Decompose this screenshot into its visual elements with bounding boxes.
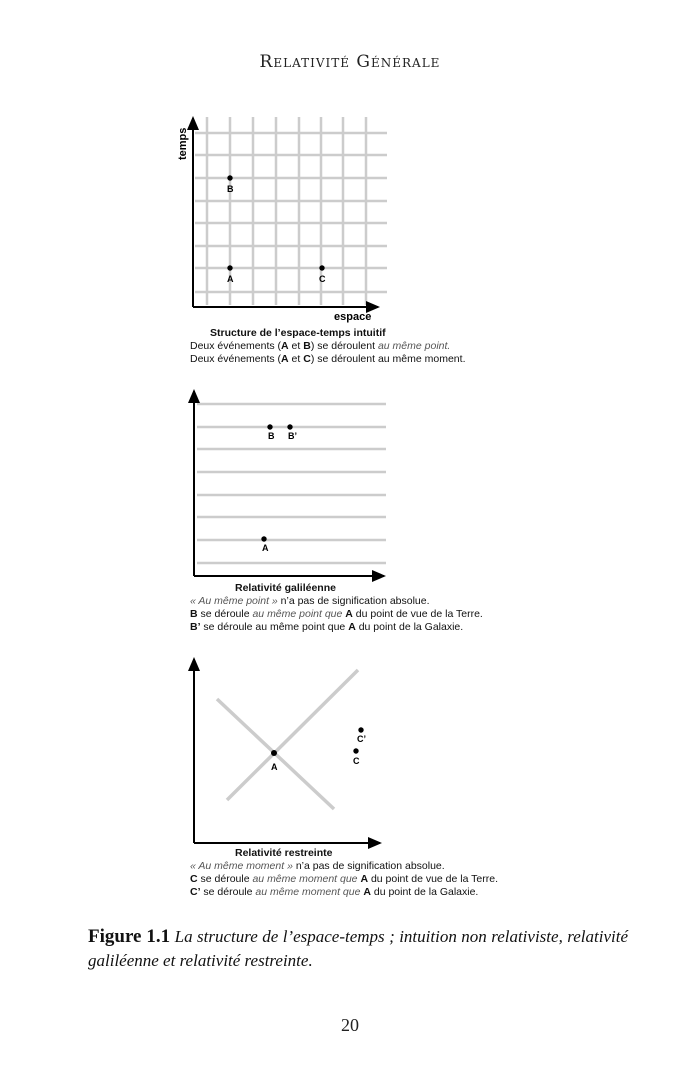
grid-horizontal	[195, 133, 387, 292]
event-a	[261, 536, 266, 541]
event-b-label: B	[227, 184, 234, 194]
event-a-label: A	[262, 543, 269, 553]
page-number: 20	[341, 1015, 359, 1035]
event-c	[319, 265, 324, 270]
event-a-label: A	[227, 274, 234, 284]
diagram3-line1: « Au même moment » n’a pas de signification absolue.	[190, 860, 445, 872]
diagram3-line3: C’ se déroule au même moment que A du point de la Galaxie.	[190, 886, 479, 898]
event-c-label: C	[353, 756, 360, 766]
event-a-label: A	[271, 762, 278, 772]
event-b-prime-label: B’	[288, 431, 297, 441]
figure-caption	[88, 925, 628, 973]
event-b	[227, 175, 232, 180]
diagram1-caption	[190, 327, 465, 366]
diagram2-caption	[190, 582, 483, 634]
diagram3-title: Relativité restreinte	[235, 847, 333, 859]
event-b-prime	[287, 424, 292, 429]
diagram2-line1: « Au même point » n’a pas de signification absolue.	[190, 595, 430, 607]
diagram2-line3: B’ se déroule au même point que A du point de la Galaxie.	[190, 621, 464, 633]
diagram1-line2: Deux événements (A et C) se déroulent au même moment.	[190, 353, 466, 365]
figure-caption-text: La structure de l’espace-temps ; intuition non relativiste, relativité galiléenne et relativité restreinte.	[88, 927, 628, 970]
event-b	[267, 424, 272, 429]
diagram1-line1: Deux événements (A et B) se déroulent au même point.	[190, 340, 451, 352]
running-header: Relativité Générale	[259, 52, 441, 72]
event-c-prime	[358, 727, 363, 732]
diagram-intuitive	[195, 117, 387, 305]
event-c-label: C	[319, 274, 326, 284]
diagram2-line2: B se déroule au même point que A du point de vue de la Terre.	[190, 608, 483, 620]
diagram3-caption	[190, 847, 498, 899]
diagram2-title: Relativité galiléenne	[235, 582, 336, 594]
event-a	[227, 265, 232, 270]
time-axis-label: temps	[177, 127, 189, 160]
light-cone-lines	[217, 670, 358, 809]
event-c-prime-label: C’	[357, 734, 366, 744]
event-c	[353, 748, 358, 753]
event-a	[271, 750, 277, 756]
figure-label: Figure 1.1	[88, 926, 171, 947]
event-b-label: B	[268, 431, 275, 441]
diagram3-line2: C se déroule au même moment que A du point de vue de la Terre.	[190, 873, 499, 885]
diagram1-title: Structure de l’espace-temps intuitif	[210, 327, 386, 339]
space-axis-label: espace	[334, 311, 372, 323]
